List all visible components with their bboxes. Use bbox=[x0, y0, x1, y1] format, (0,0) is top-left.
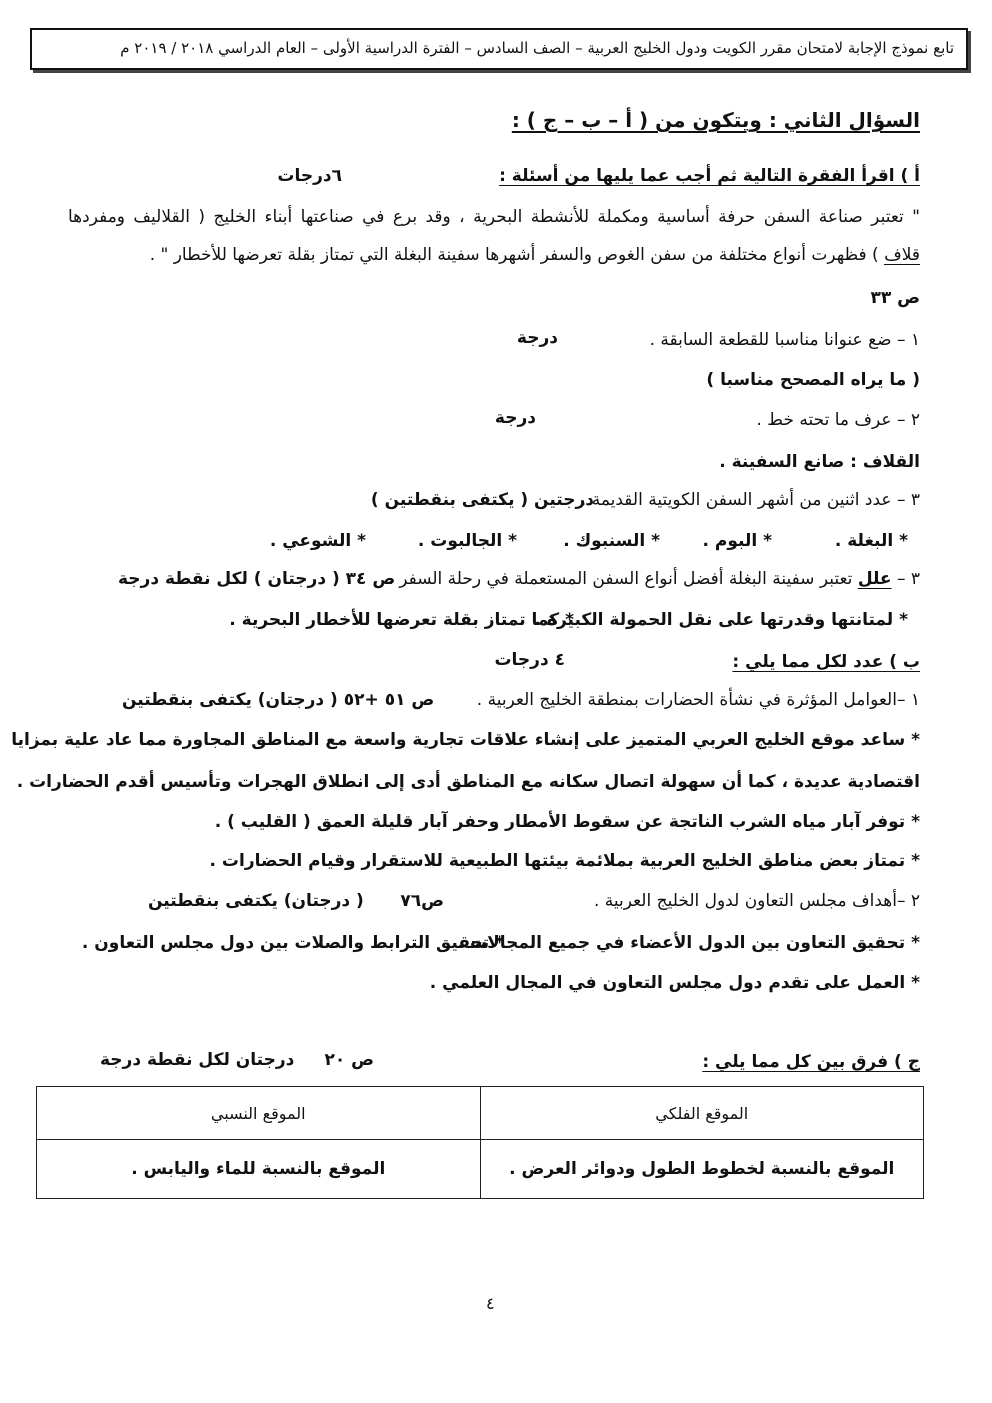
part-c-marks: درجتان لكل نقطة درجة bbox=[100, 1050, 295, 1070]
part-a-q4-ref: ص ٣٤ ( درجتان ) لكل نقطة درجة bbox=[118, 569, 396, 589]
part-a-q2-answer: القلاف : صانع السفينة . bbox=[719, 452, 920, 472]
passage-line-1: " تعتبر صناعة السفن حرفة أساسية ومكملة للأنشطة البحرية ، وقد برع في صناعتها أبناء الخليج ( القلاليف ومفردها bbox=[68, 207, 920, 227]
q4-underlined: علل bbox=[857, 569, 892, 589]
part-a-q1-marks: درجة bbox=[516, 328, 558, 348]
part-a-q3: ٣ – عدد اثنين من أشهر السفن الكويتية القديمة . bbox=[580, 490, 920, 510]
part-a-q2-marks: درجة bbox=[494, 408, 536, 428]
part-c-instruction: ج ) فرق بين كل مما يلي : bbox=[702, 1052, 920, 1072]
part-b-q2-ref: ص٧٦ bbox=[400, 891, 444, 911]
part-b-q1: ١ –العوامل المؤثرة في نشأة الحضارات بمنطقة الخليج العربية . bbox=[476, 690, 920, 710]
table-cell: الموقع بالنسبة لخطوط الطول ودوائر العرض . bbox=[480, 1140, 924, 1199]
ship-item: * البوم . bbox=[702, 531, 772, 551]
part-b-q1-answer: * تمتاز بعض مناطق الخليج العربية بملائمة بيئتها الطبيعية للاستقرار وقيام الحضارات . bbox=[209, 851, 920, 871]
part-b-q2: ٢ –أهداف مجلس التعاون لدول الخليج العربية . bbox=[593, 891, 920, 911]
page-number: ٤ bbox=[486, 1294, 495, 1313]
table-cell: الموقع بالنسبة للماء واليابس . bbox=[37, 1140, 481, 1199]
ship-item: * الجالبوت . bbox=[417, 531, 517, 551]
part-a-q4 bbox=[388, 569, 920, 589]
part-a-q4-answer-1: * لمتانتها وقدرتها على نقل الحمولة الكبيرة . bbox=[534, 610, 908, 630]
part-b-q2-answer-2: * تحقيق الترابط والصلات بين دول مجلس التعاون . bbox=[81, 933, 504, 953]
part-b-instruction: ب ) عدد لكل مما يلي : bbox=[732, 652, 920, 672]
table-header-cell: الموقع الفلكي bbox=[480, 1087, 924, 1140]
header-text: تابع نموذج الإجابة لامتحان مقرر الكويت ودول الخليج العربية – الصف السادس – الفترة الدراسية الأولى – العام الدراسي ٢٠١٨ / ٢٠١٩ م bbox=[120, 39, 954, 57]
q4-text: تعتبر سفينة البغلة أفضل أنواع السفن المستعملة في رحلة السفر . bbox=[388, 569, 858, 589]
part-a-q1-answer: ( ما يراه المصحح مناسبا ) bbox=[706, 370, 920, 390]
ship-item: * الشوعي . bbox=[269, 531, 366, 551]
passage-line-2-rest: ) فظهرت أنواع مختلفة من سفن الغوص والسفر أشهرها سفينة البغلة التي تمتاز بقلة تعرضها للأخطار " . bbox=[149, 245, 885, 265]
part-b-marks: ٤ درجات bbox=[494, 650, 565, 670]
part-b-q2-answer-3: * العمل على تقدم دول مجلس التعاون في المجال العلمي . bbox=[429, 973, 920, 993]
part-a-q1: ١ – ضع عنوانا مناسبا للقطعة السابقة . bbox=[649, 330, 920, 350]
part-c-page-ref: ص ٢٠ bbox=[324, 1050, 374, 1070]
table-header-row bbox=[37, 1087, 924, 1140]
passage-line-2 bbox=[150, 245, 920, 265]
part-b-q1-answer: اقتصادية عديدة ، كما أن سهولة اتصال سكانه مع المناطق أدى إلى انطلاق الهجرات وتأسيس أقدم الحضارات . bbox=[16, 772, 920, 792]
ship-item: * السنبوك . bbox=[563, 531, 660, 551]
part-b-q2-marks: ( درجتان) يكتفى بنقطتين bbox=[148, 891, 364, 911]
table-row bbox=[37, 1140, 924, 1199]
part-a-q3-marks: درجتين ( يكتفى بنقطتين ) bbox=[370, 490, 594, 510]
comparison-table bbox=[36, 1086, 924, 1199]
q4-prefix: ٣ – bbox=[891, 569, 920, 589]
part-a-marks: ٦درجات bbox=[277, 166, 342, 186]
part-a-q2: ٢ – عرف ما تحته خط . bbox=[756, 410, 920, 430]
part-b-q1-ref: ص ٥١ +٥٢ ( درجتان) يكتفى بنقطتين bbox=[122, 690, 435, 710]
ship-item: * البغلة . bbox=[834, 531, 908, 551]
part-a-page-ref: ص ٣٣ bbox=[870, 288, 920, 308]
part-a-instruction: أ ) اقرأ الفقرة التالية ثم أجب عما يليها من أسئلة : bbox=[499, 166, 920, 186]
underlined-term: قلاف bbox=[884, 245, 920, 265]
part-b-q1-answer: * توفر آبار مياه الشرب الناتجة عن سقوط الأمطار وحفر آبار قليلة العمق ( القليب ) . bbox=[214, 812, 920, 832]
part-b-q1-answer: * ساعد موقع الخليج العربي المتميز على إنشاء علاقات تجارية واسعة مع المناطق المجاورة مما عاد علية بمزايا bbox=[11, 730, 920, 750]
header-box bbox=[30, 28, 968, 70]
table-header-cell: الموقع النسبي bbox=[37, 1087, 481, 1140]
part-b-q2-answer-1: * تحقيق التعاون بين الدول الأعضاء في جميع المجالات . bbox=[457, 933, 920, 953]
question-title: السؤال الثاني : ويتكون من ( أ – ب – ج ) : bbox=[511, 108, 920, 132]
part-a-q4-answer-2: * كما تمتاز بقلة تعرضها للأخطار البحرية . bbox=[229, 610, 574, 630]
